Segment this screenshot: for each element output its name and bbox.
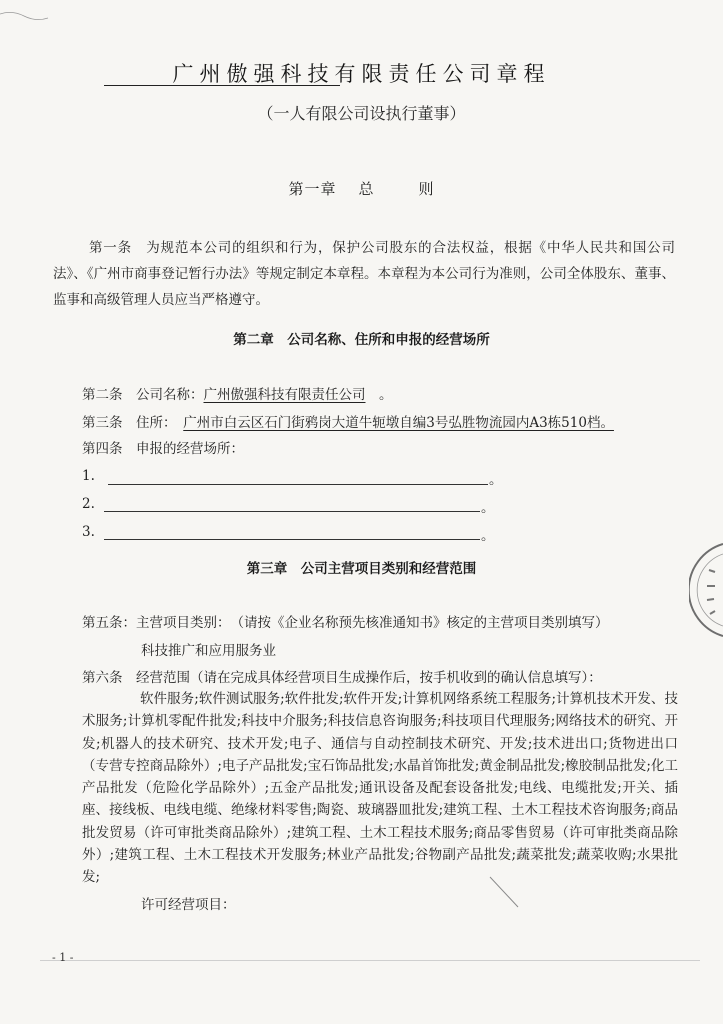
business-scope: 软件服务;软件测试服务;软件批发;软件开发;计算机网络系统工程服务;计算机技术开发、技术服务;计算机零配件批发;科技中介服务;科技信息咨询服务;科技项目代理服务;网络技术的研究、开发;机器人的技术研究、技术开发;电子、通信与自动控制技术研究、开发;技术进出口;货物进出口（专营专控商品除外）;电子产品批发;宝石饰品批发;水晶首饰批发;黄金制品批发;橡胶制品批发;化工产品批发（危险化学品除外）;五金产品批发;通讯设备及配套设备批发;电线、电缆批发;开关、插座、接线板、电线电缆、绝缘材料零售;陶瓷、玻璃器皿批发;建筑工程、土木工程技术咨询服务;商品批发贸易（许可审批类商品除外）;建筑工程、土木工程技术服务;商品零售贸易（许可审批类商品除外）;建筑工程、土木工程技术开发服务;林业产品批发;谷物副产品批发;蔬菜批发;蔬菜收购;水果批发;	[82, 691, 678, 886]
company-name-value: 广州傲强科技有限责任公司	[203, 387, 366, 403]
venue-blank-1	[108, 484, 488, 485]
address-value: 广州市白云区石门街鸦岗大道牛轭墩自编3号弘胜物流园内A3栋510档。	[183, 415, 614, 431]
document-subtitle: （一人有限公司设执行董事）	[257, 104, 466, 123]
article-2: 第二条 公司名称：广州傲强科技有限责任公司 。	[82, 387, 393, 403]
article-4: 第四条 申报的经营场所：	[82, 441, 244, 457]
venue-line-2: 2.	[82, 496, 95, 512]
article-1: 第一条 为规范本公司的组织和行为，保护公司股东的合法权益，根据《中华人民共和国公司法》、《广州市商事登记暂行办法》等规定制定本章程。本章程为本公司行为准则，公司全体股东、董事、监事和高级管理人员应当严格遵守。	[53, 240, 675, 308]
venue-line-3: 3.	[82, 524, 95, 540]
scan-corner-mark	[0, 0, 60, 40]
title-underline	[104, 85, 340, 86]
venue-blank-3	[104, 539, 480, 540]
article-5-value: 科技推广和应用服务业	[141, 643, 276, 659]
footer-divider	[40, 960, 700, 961]
venue-blank-2	[104, 511, 480, 512]
licensed-items: 许可经营项目：	[141, 897, 236, 913]
chapter-3-heading: 第三章 公司主营项目类别和经营范围	[246, 561, 477, 577]
chapter-1-heading: 第一章 总 则	[288, 180, 435, 198]
venue-end-1: 。	[489, 472, 503, 488]
venue-end-3: 。	[481, 528, 495, 544]
article-3: 第三条 住所： 广州市白云区石门街鸦岗大道牛轭墩自编3号弘胜物流园内A3栋510档。	[82, 415, 614, 431]
company-seal-fragment	[689, 540, 723, 640]
chapter-2-heading: 第二章 公司名称、住所和申报的经营场所	[233, 332, 490, 348]
venue-line-1: 1.	[82, 468, 95, 484]
document-title: 广州傲强科技有限责任公司章程	[0, 58, 723, 88]
page-number: - 1 -	[52, 951, 74, 964]
scan-crease-mark	[488, 873, 528, 913]
article-6: 第六条 经营范围（请在完成具体经营项目生成操作后，按手机收到的确认信息填写）：	[82, 670, 602, 686]
venue-end-2: 。	[481, 500, 495, 516]
article-5: 第五条：主营项目类别： （请按《企业名称预先核准通知书》核定的主营项目类别填写）	[82, 615, 609, 631]
